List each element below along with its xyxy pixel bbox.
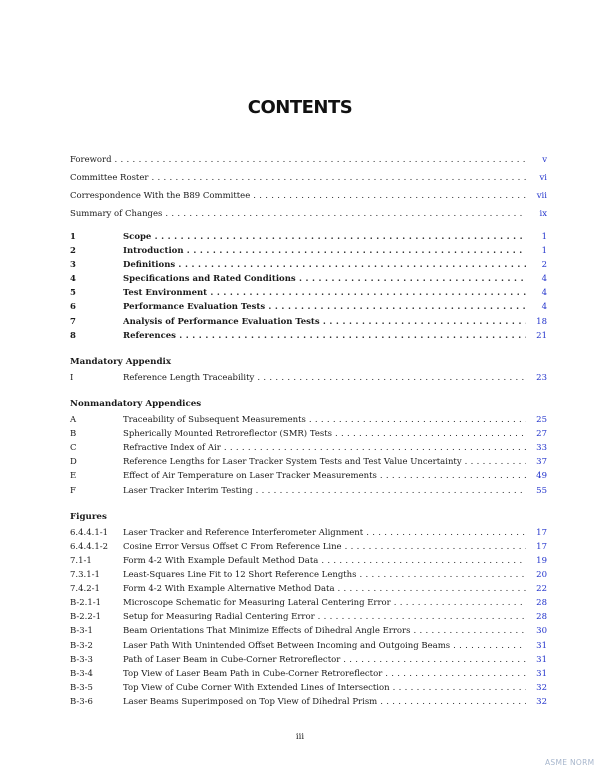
toc-page-link[interactable]: 20 (536, 570, 547, 580)
toc-label: Refractive Index of Air . . . (123, 442, 526, 454)
toc-row[interactable] (70, 172, 547, 184)
toc-label: Laser Tracker Interim Testing . . . (123, 485, 526, 497)
toc-label: Reference Length Traceability . . . (123, 372, 526, 384)
toc-row[interactable] (70, 640, 547, 652)
toc-page-link[interactable]: 33 (536, 443, 547, 453)
toc-page-link[interactable]: 32 (536, 697, 547, 707)
toc-row[interactable] (70, 597, 547, 609)
toc-label: Cosine Error Versus Offset C From Reference Line . . . (123, 541, 526, 553)
section-heading-nonmandatory: Nonmandatory Appendices (70, 399, 202, 409)
toc-number: 5 (70, 288, 76, 298)
toc-number: B-3-3 (70, 655, 93, 665)
toc-page-link[interactable]: 49 (536, 471, 547, 481)
toc-row[interactable] (70, 208, 547, 220)
toc-number: 8 (70, 331, 76, 341)
toc-page-link[interactable]: 4 (541, 288, 547, 298)
toc-number: D (70, 457, 77, 467)
toc-page-link[interactable]: 25 (536, 415, 547, 425)
toc-page-link[interactable]: 21 (536, 331, 547, 341)
page-title: CONTENTS (247, 97, 353, 118)
toc-page-link[interactable]: vi (539, 173, 547, 183)
page-number: iii (295, 732, 305, 742)
toc-label: Traceability of Subsequent Measurements . . . (123, 414, 526, 426)
toc-row[interactable] (70, 273, 547, 285)
toc-number: 7.3.1-1 (70, 570, 100, 580)
toc-row[interactable] (70, 231, 547, 243)
toc-page-link[interactable]: 30 (536, 626, 547, 636)
toc-row[interactable] (70, 668, 547, 680)
toc-page-link[interactable]: 18 (536, 317, 547, 327)
toc-row[interactable] (70, 583, 547, 595)
toc-row[interactable] (70, 654, 547, 666)
toc-label: Summary of Changes . . . (70, 208, 526, 220)
toc-label: Least-Squares Line Fit to 12 Short Reference Lengths . . . (123, 569, 526, 581)
toc-row[interactable] (70, 541, 547, 553)
toc-label: Laser Path With Unintended Offset Between Incoming and Outgoing Beams . . . (123, 640, 526, 652)
toc-number: 6 (70, 302, 76, 312)
toc-row[interactable] (70, 555, 547, 567)
toc-page-link[interactable]: 17 (536, 542, 547, 552)
watermark-logo: ASME NORM (545, 758, 595, 767)
toc-page-link[interactable]: 28 (536, 612, 547, 622)
toc-label: Top View of Cube Corner With Extended Lines of Intersection . . . (123, 682, 526, 694)
toc-page-link[interactable]: 19 (536, 556, 547, 566)
toc-number: B-3-4 (70, 669, 93, 679)
toc-number: 6.4.4.1-1 (70, 528, 109, 538)
toc-number: B-3-6 (70, 697, 93, 707)
toc-label: Introduction . . . (123, 245, 526, 257)
toc-label: Correspondence With the B89 Committee . . . (70, 190, 526, 202)
section-heading-figures: Figures (70, 512, 107, 522)
toc-row[interactable] (70, 470, 547, 482)
toc-label: Form 4-2 With Example Default Method Data . . . (123, 555, 526, 567)
toc-number: F (70, 486, 76, 496)
toc-number: 3 (70, 260, 76, 270)
toc-page-link[interactable]: 31 (536, 641, 547, 651)
toc-row[interactable] (70, 428, 547, 440)
toc-number: I (70, 373, 74, 383)
toc-label: Spherically Mounted Retroreflector (SMR) Tests . . . (123, 428, 526, 440)
toc-number: 2 (70, 246, 76, 256)
toc-label: Laser Tracker and Reference Interferometer Alignment . . . (123, 527, 526, 539)
section-heading-mandatory: Mandatory Appendix (70, 357, 172, 367)
toc-row[interactable] (70, 527, 547, 539)
toc-number: B (70, 429, 77, 439)
toc-page-link[interactable]: 22 (536, 584, 547, 594)
toc-number: 7 (70, 317, 76, 327)
toc-page-link[interactable]: vii (536, 191, 547, 201)
toc-number: 6.4.4.1-2 (70, 542, 109, 552)
toc-label: Scope . . . (123, 231, 526, 243)
toc-page-link[interactable]: 4 (541, 302, 547, 312)
toc-row[interactable] (70, 190, 547, 202)
toc-page-link[interactable]: 55 (536, 486, 547, 496)
toc-number: B-3-5 (70, 683, 93, 693)
toc-label: Definitions . . . (123, 259, 526, 271)
toc-label: References . . . (123, 330, 526, 342)
toc-number: 4 (70, 274, 76, 284)
toc-row[interactable] (70, 456, 547, 468)
toc-label: Committee Roster . . . (70, 172, 526, 184)
toc-number: A (70, 415, 77, 425)
toc-label: Beam Orientations That Minimize Effects of Dihedral Angle Errors . . . (123, 625, 526, 637)
toc-label: Setup for Measuring Radial Centering Error . . . (123, 611, 526, 623)
toc-row[interactable] (70, 245, 547, 257)
toc-row[interactable] (70, 330, 547, 342)
toc-row[interactable] (70, 154, 547, 166)
toc-label: Specifications and Rated Conditions . . . (123, 273, 526, 285)
toc-row[interactable] (70, 696, 547, 708)
toc-row[interactable] (70, 611, 547, 623)
toc-label: Performance Evaluation Tests . . . (123, 301, 526, 313)
toc-row[interactable] (70, 625, 547, 637)
toc-number: C (70, 443, 77, 453)
toc-row[interactable] (70, 414, 547, 426)
toc-row[interactable] (70, 287, 547, 299)
toc-number: B-2.1-1 (70, 598, 102, 608)
toc-label: Effect of Air Temperature on Laser Tracker Measurements . . . (123, 470, 526, 482)
toc-label: Test Environment . . . (123, 287, 526, 299)
toc-number: B-2.2-1 (70, 612, 102, 622)
toc-page-link[interactable]: 31 (536, 655, 547, 665)
toc-number: B-3-2 (70, 641, 93, 651)
toc-page-link[interactable]: 4 (541, 274, 547, 284)
toc-page-link[interactable]: ix (539, 209, 547, 219)
toc-row[interactable] (70, 316, 547, 328)
toc-number: 1 (70, 232, 76, 242)
toc-page-link[interactable]: 28 (536, 598, 547, 608)
toc-row[interactable] (70, 259, 547, 271)
toc-number: 7.1-1 (70, 556, 92, 566)
toc-label: Foreword . . . (70, 154, 526, 166)
toc-row[interactable] (70, 682, 547, 694)
toc-label: Laser Beams Superimposed on Top View of Dihedral Prism . . . (123, 696, 526, 708)
toc-page-link[interactable]: 17 (536, 528, 547, 538)
toc-label: Reference Lengths for Laser Tracker System Tests and Test Value Uncertainty . . . (123, 456, 526, 468)
toc-number: E (70, 471, 77, 481)
toc-page-link[interactable]: 32 (536, 683, 547, 693)
toc-page-link[interactable]: 37 (536, 457, 547, 467)
toc-page-link[interactable]: 2 (541, 260, 547, 270)
toc-page-link[interactable]: 1 (541, 246, 547, 256)
toc-row[interactable] (70, 301, 547, 313)
toc-label: Analysis of Performance Evaluation Tests . . . (123, 316, 526, 328)
toc-label: Path of Laser Beam in Cube-Corner Retroreflector . . . (123, 654, 526, 666)
toc-page-link[interactable]: 31 (536, 669, 547, 679)
toc-row[interactable] (70, 569, 547, 581)
toc-page-link[interactable]: 1 (541, 232, 547, 242)
toc-row[interactable] (70, 442, 547, 454)
toc-page-link[interactable]: 27 (536, 429, 547, 439)
toc-label: Form 4-2 With Example Alternative Method Data . . . (123, 583, 526, 595)
toc-page-link[interactable]: 23 (536, 373, 547, 383)
toc-number: B-3-1 (70, 626, 93, 636)
toc-number: 7.4.2-1 (70, 584, 100, 594)
toc-label: Microscope Schematic for Measuring Lateral Centering Error . . . (123, 597, 526, 609)
toc-row[interactable] (70, 485, 547, 497)
toc-page-link[interactable]: v (542, 155, 547, 165)
toc-label: Top View of Laser Beam Path in Cube-Corner Retroreflector . . . (123, 668, 526, 680)
toc-row[interactable] (70, 372, 547, 384)
